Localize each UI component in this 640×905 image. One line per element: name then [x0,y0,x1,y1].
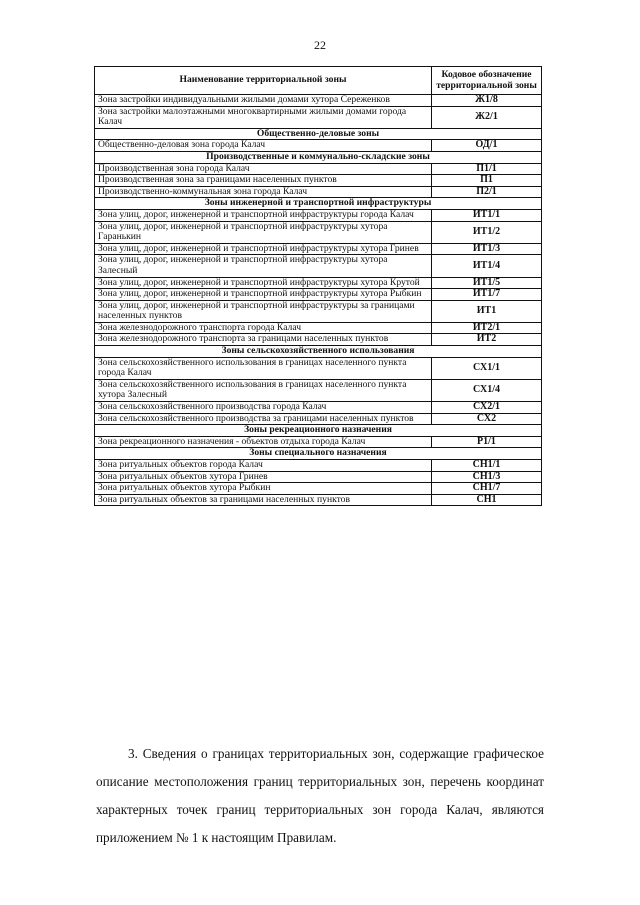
table-row [95,209,542,221]
table-row [95,494,542,506]
zone-name-cell: Зона улиц, дорог, инженерной и транспортной инфраструктуры хутора Рыбкин [95,289,432,301]
zone-name-cell: Зона сельскохозяйственного использования в границах населенного пункта хутора Залесный [95,379,432,401]
table-row [95,95,542,107]
section-title: Общественно-деловые зоны [95,128,542,140]
table-row [95,322,542,334]
zone-code-cell: СХ1/4 [432,379,542,401]
territorial-zones-table [94,66,542,506]
zone-code-cell: Ж2/1 [432,106,542,128]
zone-name-cell: Производственная зона за границами населенных пунктов [95,175,432,187]
zone-code-cell: ИТ1/4 [432,255,542,277]
zone-code-cell: ОД/1 [432,140,542,152]
zone-name-cell: Зона улиц, дорог, инженерной и транспортной инфраструктуры хутора Гринев [95,243,432,255]
zone-code-cell: ИТ1/5 [432,277,542,289]
section-title: Зоны специального назначения [95,448,542,460]
zone-name-cell: Зона ритуальных объектов хутора Рыбкин [95,483,432,495]
zone-code-cell: СН1/3 [432,471,542,483]
table-row [95,163,542,175]
section-header-row [95,198,542,210]
zone-name-cell: Зона застройки индивидуальными жилыми домами хутора Сереженков [95,95,432,107]
header-zone-code: Кодовое обозначение территориальной зоны [432,67,542,95]
zone-code-cell: ИТ1/1 [432,209,542,221]
table-row [95,471,542,483]
table-row [95,243,542,255]
table-row [95,460,542,472]
zone-name-cell: Зона улиц, дорог, инженерной и транспортной инфраструктуры города Калач [95,209,432,221]
section-header-row [95,346,542,358]
zone-code-cell: ИТ2 [432,334,542,346]
zone-code-cell: СН1 [432,494,542,506]
table-row [95,402,542,414]
zone-code-cell: Ж1/8 [432,95,542,107]
zone-code-cell: СХ1/1 [432,357,542,379]
table-row [95,357,542,379]
zone-name-cell: Зона сельскохозяйственного использования в границах населенного пункта города Калач [95,357,432,379]
table-row [95,483,542,495]
table-row [95,334,542,346]
table-row [95,379,542,401]
table-row [95,255,542,277]
zone-name-cell: Зона улиц, дорог, инженерной и транспортной инфраструктуры хутора Гаранькин [95,221,432,243]
zone-code-cell: Р1/1 [432,436,542,448]
table-row [95,289,542,301]
section-header-row [95,425,542,437]
zone-code-cell: СН1/1 [432,460,542,472]
zone-name-cell: Зона железнодорожного транспорта города Калач [95,322,432,334]
zone-name-cell: Зона застройки малоэтажными многоквартирными жилыми домами города Калач [95,106,432,128]
section-header-row [95,151,542,163]
zone-name-cell: Зона сельскохозяйственного производства за границами населенных пунктов [95,413,432,425]
zone-code-cell: СН1/7 [432,483,542,495]
section-title: Производственные и коммунально-складские зоны [95,151,542,163]
zone-code-cell: ИТ1/7 [432,289,542,301]
table-row [95,221,542,243]
zone-code-cell: П1 [432,175,542,187]
zone-name-cell: Зона рекреационного назначения - объектов отдыха города Калач [95,436,432,448]
zone-name-cell: Производственная зона города Калач [95,163,432,175]
section-header-row [95,448,542,460]
header-zone-name: Наименование территориальной зоны [95,67,432,95]
table-row [95,413,542,425]
zone-name-cell: Зона железнодорожного транспорта за границами населенных пунктов [95,334,432,346]
zone-code-cell: ИТ1/2 [432,221,542,243]
zone-code-cell: СХ2 [432,413,542,425]
table-body [95,95,542,506]
section-title: Зоны инженерной и транспортной инфраструктуры [95,198,542,210]
table-header-row [95,67,542,95]
zone-name-cell: Общественно-деловая зона города Калач [95,140,432,152]
table-row [95,436,542,448]
zone-name-cell: Зона улиц, дорог, инженерной и транспортной инфраструктуры хутора Крутой [95,277,432,289]
zone-name-cell: Зона ритуальных объектов хутора Гринев [95,471,432,483]
zone-code-cell: ИТ1 [432,300,542,322]
section-header-row [95,128,542,140]
table-row [95,300,542,322]
zone-name-cell: Зона сельскохозяйственного производства города Калач [95,402,432,414]
table-row [95,186,542,198]
page-number: 22 [314,38,326,52]
zone-code-cell: П1/1 [432,163,542,175]
zone-code-cell: ИТ2/1 [432,322,542,334]
zone-name-cell: Зона ритуальных объектов города Калач [95,460,432,472]
table-row [95,175,542,187]
table-row [95,140,542,152]
zone-code-cell: ИТ1/3 [432,243,542,255]
zone-name-cell: Производственно-коммунальная зона города Калач [95,186,432,198]
section-title: Зоны рекреационного назначения [95,425,542,437]
zone-name-cell: Зона ритуальных объектов за границами населенных пунктов [95,494,432,506]
table-row [95,277,542,289]
zone-code-cell: П2/1 [432,186,542,198]
table-row [95,106,542,128]
zone-code-cell: СХ2/1 [432,402,542,414]
paragraph-3: 3. Сведения о границах территориальных зон, содержащие графическое описание местоположения границ территориальных зон, перечень координат характерных точек границ территориальных зон города Калач, являются приложением № 1 к настоящим Правилам. [96,746,544,845]
zone-name-cell: Зона улиц, дорог, инженерной и транспортной инфраструктуры за границами населенных пунктов [95,300,432,322]
section-title: Зоны сельскохозяйственного использования [95,346,542,358]
zone-name-cell: Зона улиц, дорог, инженерной и транспортной инфраструктуры хутора Залесный [95,255,432,277]
